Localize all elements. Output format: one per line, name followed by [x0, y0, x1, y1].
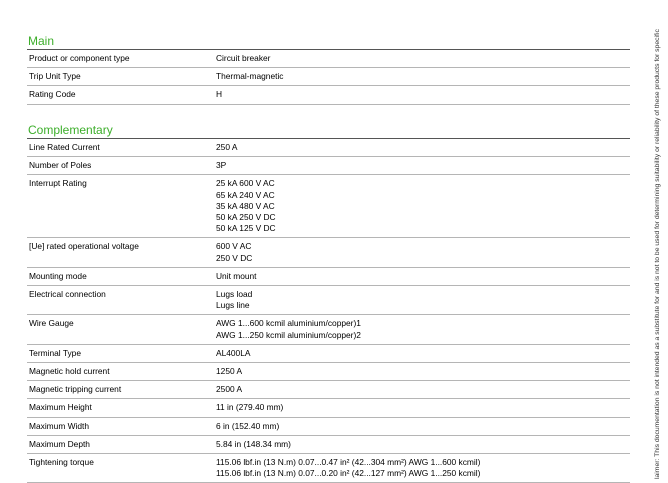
spec-value-line: 5.84 in (148.34 mm) — [216, 438, 291, 449]
spec-label: Maximum Width — [29, 420, 90, 431]
spec-label: Magnetic hold current — [29, 366, 110, 377]
spec-value-line: 250 V DC — [216, 252, 253, 263]
spec-value-line: 115.06 lbf.in (13 N.m) 0.07...0.47 in² (42...304 mm²) AWG 1...600 kcmil) — [216, 457, 481, 468]
spec-value — [214, 417, 630, 435]
spec-row — [27, 157, 630, 175]
spec-row — [27, 363, 630, 381]
complementary-spec-table — [27, 138, 630, 483]
spec-value-line: Thermal-magnetic — [216, 71, 284, 82]
disclaimer-text: laimer: This documentation is not intended as a substitute for and is not to be used for determining suitability or reliability of these products for specific — [654, 29, 661, 479]
spec-row — [27, 139, 630, 157]
main-spec-rows — [27, 50, 630, 105]
spec-value — [214, 68, 630, 86]
spec-label: Terminal Type — [29, 347, 81, 358]
spec-value-line: Unit mount — [216, 270, 257, 281]
spec-value — [214, 381, 630, 399]
spec-label: Line Rated Current — [29, 142, 100, 152]
section-title-complementary: Complementary — [28, 123, 113, 137]
spec-value-line: 2500 A — [216, 384, 243, 395]
spec-label: Tightening torque — [29, 457, 94, 468]
complementary-spec-rows — [27, 139, 630, 483]
spec-value-line: Lugs line — [216, 300, 250, 311]
section-title-main: Main — [28, 34, 55, 48]
spec-value-line: 11 in (279.40 mm) — [216, 402, 284, 413]
spec-value — [214, 286, 630, 315]
spec-value — [214, 86, 630, 104]
spec-value — [214, 399, 630, 417]
spec-row — [27, 315, 630, 344]
spec-label: Electrical connection — [29, 289, 106, 300]
spec-value-line: 35 kA 480 V AC — [216, 200, 275, 211]
spec-label: Number of Poles — [29, 160, 92, 171]
spec-value-line: AWG 1...250 kcmil aluminium/copper)2 — [216, 329, 361, 340]
spec-value-line: AL400LA — [216, 347, 251, 358]
spec-row — [27, 417, 630, 435]
spec-row — [27, 435, 630, 453]
spec-row — [27, 344, 630, 362]
spec-label: Rating Code — [29, 89, 76, 100]
spec-value — [214, 435, 630, 453]
spec-value-line: Circuit breaker — [216, 53, 271, 63]
spec-label: Wire Gauge — [29, 318, 74, 329]
spec-value-line: 1250 A — [216, 366, 243, 377]
spec-value-line: 250 A — [216, 142, 238, 152]
main-spec-table — [27, 49, 630, 105]
spec-value — [214, 238, 630, 267]
spec-label: Maximum Height — [29, 402, 92, 413]
spec-row — [27, 86, 630, 104]
spec-value-line: 50 kA 125 V DC — [216, 223, 276, 234]
spec-row — [27, 286, 630, 315]
spec-value-line: H — [216, 89, 223, 100]
spec-row — [27, 238, 630, 267]
spec-label: Maximum Depth — [29, 438, 90, 449]
spec-value — [214, 50, 630, 68]
spec-value-line: 6 in (152.40 mm) — [216, 420, 280, 431]
spec-value-line: Lugs load — [216, 289, 253, 300]
spec-value — [214, 157, 630, 175]
spec-row — [27, 267, 630, 285]
spec-value-line: 50 kA 250 V DC — [216, 212, 276, 223]
spec-row — [27, 175, 630, 238]
spec-label: [Ue] rated operational voltage — [29, 241, 139, 252]
spec-value-line: 600 V AC — [216, 241, 252, 252]
spec-value-line: 25 kA 600 V AC — [216, 178, 275, 189]
spec-label: Magnetic tripping current — [29, 384, 122, 395]
spec-value — [214, 267, 630, 285]
spec-label: Interrupt Rating — [29, 178, 87, 189]
spec-row — [27, 381, 630, 399]
spec-value — [214, 315, 630, 344]
spec-label: Product or component type — [29, 53, 130, 63]
spec-value-line: 115.06 lbf.in (13 N.m) 0.07...0.20 in² (42...127 mm²) AWG 1...250 kcmil) — [216, 468, 481, 479]
spec-value — [214, 139, 630, 157]
spec-row — [27, 68, 630, 86]
spec-row — [27, 50, 630, 68]
spec-value-line: 65 kA 240 V AC — [216, 189, 275, 200]
spec-label: Trip Unit Type — [29, 71, 81, 82]
spec-label: Mounting mode — [29, 270, 87, 281]
spec-value — [214, 344, 630, 362]
spec-value — [214, 363, 630, 381]
spec-value-line: AWG 1...600 kcmil aluminium/copper)1 — [216, 318, 361, 329]
spec-value — [214, 175, 630, 238]
spec-row — [27, 399, 630, 417]
spec-value-line: 3P — [216, 160, 227, 171]
